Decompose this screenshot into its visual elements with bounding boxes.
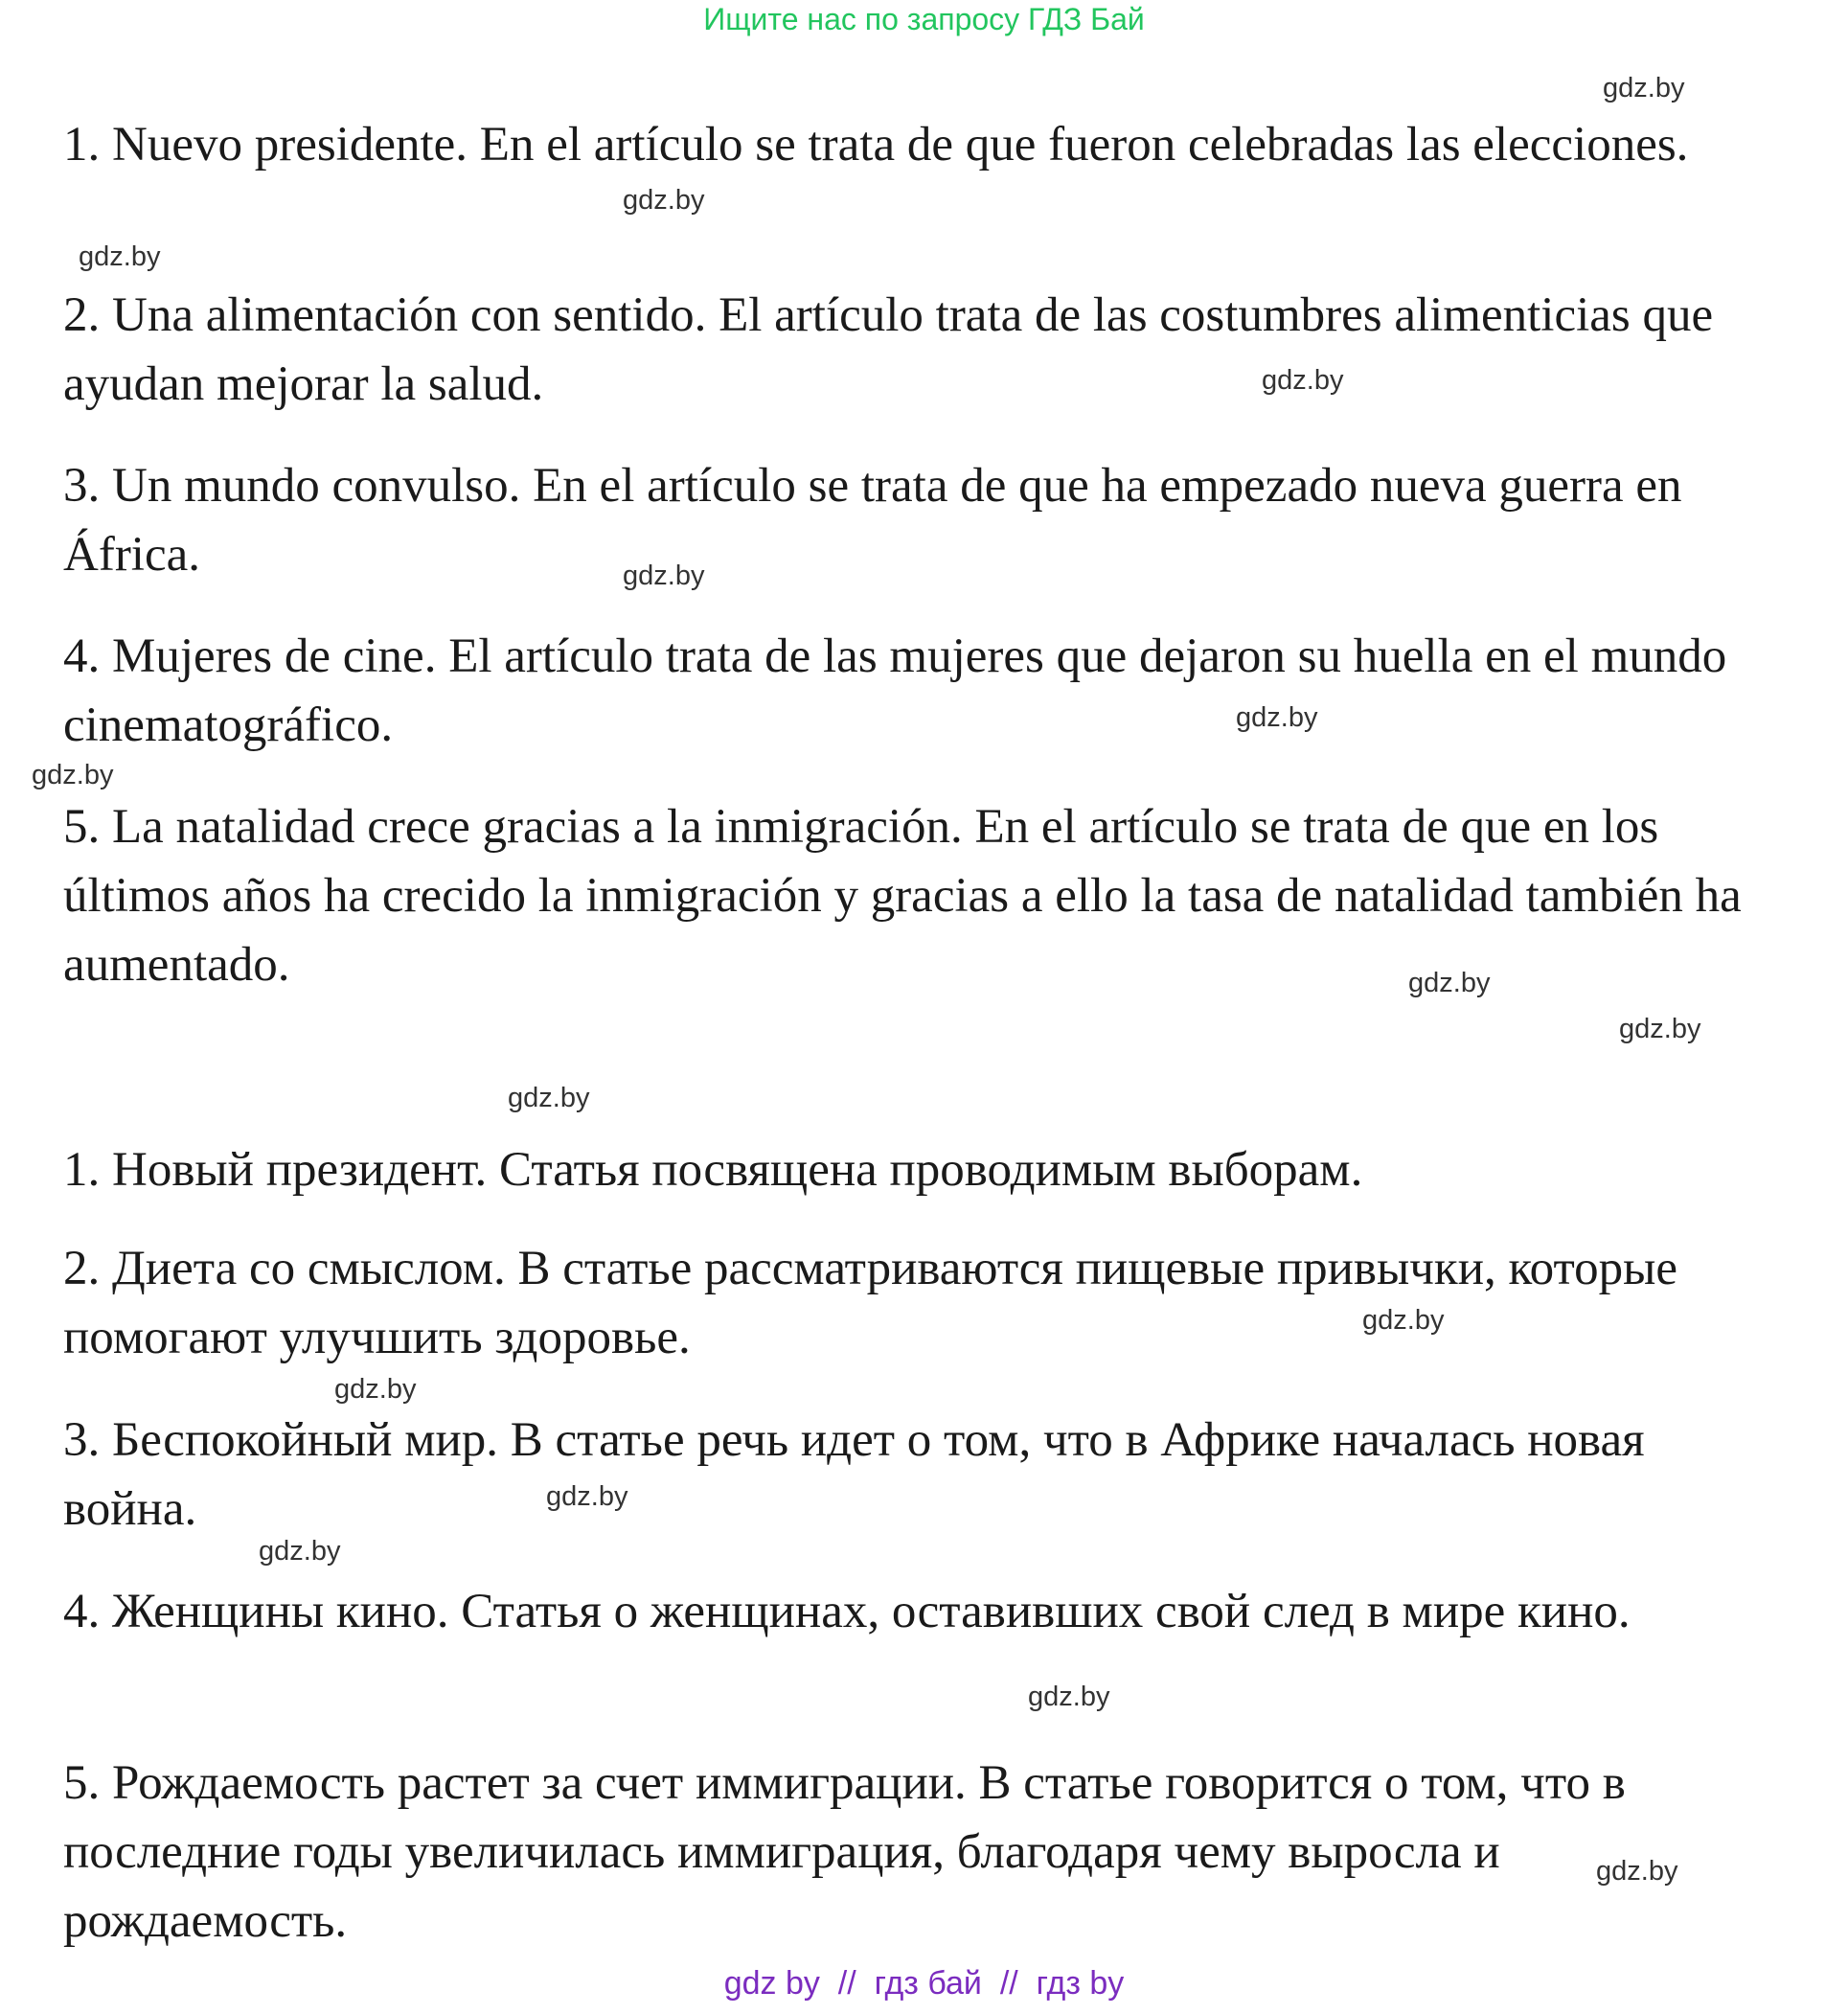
- watermark: gdz.by: [79, 241, 161, 272]
- watermark: gdz.by: [1262, 365, 1344, 396]
- spanish-item-5: 5. La natalidad crece gracias a la inmigración. En el artículo se trata de que en los últimos años ha crecido la inmigración y gracias a ello la tasa de natalidad también ha aumentado.: [63, 800, 1742, 992]
- watermark: gdz.by: [508, 1083, 590, 1113]
- watermark: gdz.by: [1603, 73, 1685, 103]
- watermark: gdz.by: [1596, 1856, 1678, 1887]
- watermark: gdz.by: [334, 1374, 417, 1405]
- spanish-item-3: 3. Un mundo convulso. En el artículo se trata de que ha empezado nueva guerra en África.: [63, 459, 1682, 582]
- watermark: gdz.by: [1408, 968, 1491, 998]
- russian-item-4: 4. Женщины кино. Статья о женщинах, оставивших свой след в мире кино.: [63, 1585, 1631, 1638]
- watermark: gdz.by: [623, 185, 705, 216]
- russian-item-1: 1. Новый президент. Статья посвящена проводимым выборам.: [63, 1143, 1363, 1197]
- watermark: gdz.by: [1362, 1305, 1445, 1336]
- footer-links-banner: gdz by // гдз бай // гдз by: [723, 1965, 1125, 2002]
- watermark: gdz.by: [32, 760, 114, 790]
- russian-item-5: 5. Рождаемость растет за счет иммиграции. В статье говорится о том, что в последние годы увеличилась иммиграция, благодаря чему выросла и рождаемость.: [63, 1756, 1626, 1948]
- russian-item-3: 3. Беспокойный мир. В статье речь идет о том, что в Африке началась новая война.: [63, 1413, 1645, 1536]
- russian-item-2: 2. Диета со смыслом. В статье рассматриваются пищевые привычки, которые помогают улучшить здоровье.: [63, 1242, 1678, 1364]
- watermark: gdz.by: [1028, 1682, 1110, 1712]
- spanish-item-4: 4. Mujeres de cine. El artículo trata de las mujeres que dejaron su huella en el mundo cinematográfico.: [63, 629, 1727, 752]
- watermark: gdz.by: [1619, 1014, 1701, 1044]
- spanish-item-1: 1. Nuevo presidente. En el artículo se trata de que fueron celebradas las elecciones.: [63, 118, 1689, 172]
- watermark: gdz.by: [259, 1536, 341, 1567]
- watermark: gdz.by: [546, 1481, 628, 1512]
- spanish-item-2: 2. Una alimentación con sentido. El artículo trata de las costumbres alimenticias que ayudan mejorar la salud.: [63, 288, 1714, 411]
- site-header-banner: Ищите нас по запросу ГДЗ Бай: [703, 2, 1145, 36]
- watermark: gdz.by: [1236, 702, 1318, 733]
- watermark: gdz.by: [623, 561, 705, 591]
